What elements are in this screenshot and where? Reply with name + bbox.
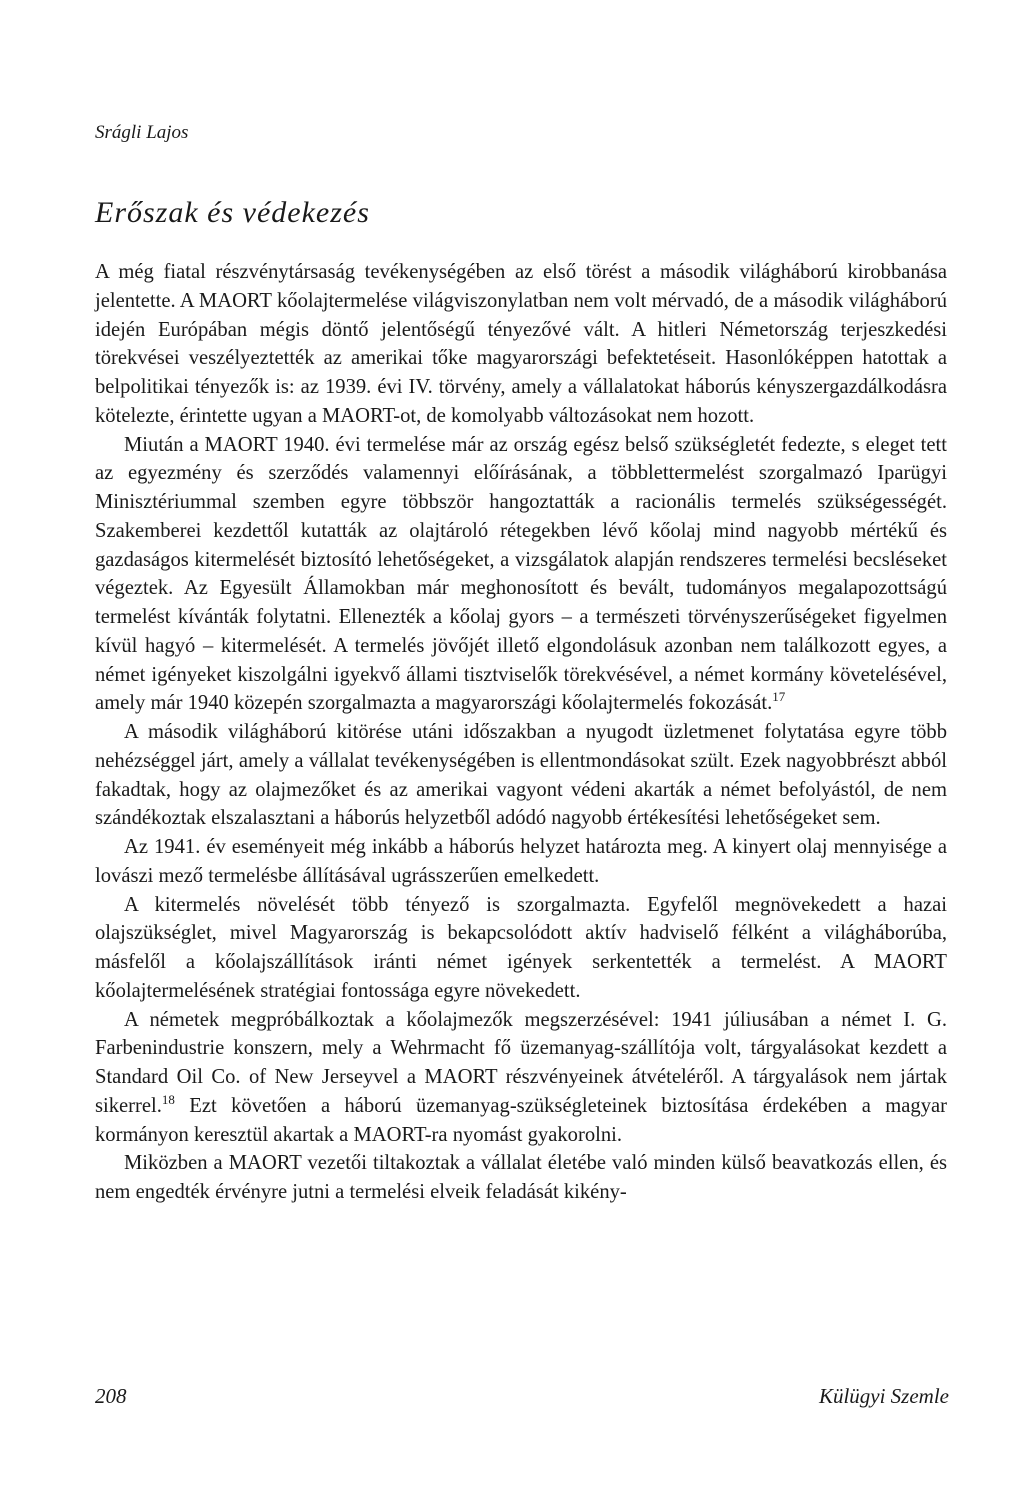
footnote-marker[interactable]: 18 — [161, 1091, 175, 1107]
paragraph — [95, 833, 947, 891]
paragraph-text: Az 1941. év eseményeit még inkább a háborús helyzet határozta meg. A kinyert olaj mennyisége a lovászi mező termelésbe állításával ugrásszerűen emelkedett. — [95, 836, 947, 887]
paragraph-text: Miközben a MAORT vezetői tiltakoztak a vállalat életébe való minden külső beavatkozás ellen, és nem engedték érvényre jutni a termelési elveik feladását kikény- — [95, 1152, 947, 1203]
paragraph-text: A németek megpróbálkoztak a kőolajmezők megszerzésével: 1941 júliusában a német I. G. Farbenindustrie konszern, mely a Wehrmacht fő üzemanyag-szállítója volt, tárgyalásokat kezdett a Standard Oil Co. of New Jerseyvel a MAORT részvényeinek átvételéről. A tárgyalások nem jártak sikerrel. — [95, 1008, 947, 1117]
paragraph-text-continued: Ezt követően a háború üzemanyag-szükségleteinek biztosítása érdekében a magyar kormányon keresztül akartak a MAORT-ra nyomást gyakorolni. — [95, 1094, 947, 1146]
journal-name: Külügyi Szemle — [818, 1384, 949, 1408]
paragraph-text: A második világháború kitörése utáni időszakban a nyugodt üzletmenet folytatása egyre több nehézséggel járt, amely a vállalat tevékenységében is ellentmondásokat szült. Ezek nagyobbrészt abból fakadtak, hogy az olajmezőket és az amerikai vagyont védeni akarták a német befolyástól, de nem szándékoztak elszalasztani a háborús helyzetből adódó nagyobb értékesítési lehetőségeket sem. — [95, 721, 947, 830]
paragraph — [95, 258, 947, 431]
paragraph — [95, 431, 947, 719]
paragraph-text: A kitermelés növelését több tényező is szorgalmazta. Egyfelől megnövekedett a hazai olajszükséglet, mivel Magyarország is bekapcsolódott aktív hadviselő félként a világháborúba, másfelől a kőolajszállítások iránti német igények serkentették a termelést. A MAORT kőolajtermelésének stratégiai fontossága egyre növekedett. — [95, 893, 947, 1002]
article-body — [95, 258, 947, 1207]
page-number: 208 — [95, 1384, 127, 1408]
paragraph — [95, 891, 947, 1006]
paragraph-text: Miután a MAORT 1940. évi termelése már az ország egész belső szükségletét fedezte, s eleget tett az egyezmény és szerződés valamennyi előírásának, a többlettermelést szorgalmazó Iparügyi Minisztériummal szemben egyre többször hangoztatták a racionális termelés szükségességét. Szakemberei kezdettől kutatták az olajtároló rétegekben lévő kőolaj mind nagyobb mértékű és gazdaságos kitermelését biztosító lehetőségeket, a vizsgálatok alapján rendszeres termelési becsléseket végeztek. Az Egyesült Államokban már meghonosított és bevált, tudományos megalapozottságú termelést kívánták folytatni. Ellenezték a kőolaj gyors – a természeti törvényszerűségeket figyelmen kívül hagyó – kitermelését. A termelés jövőjét illető elgondolásuk azonban nem találkozott egyes, a német igényeket kiszolgálni igyekvő állami tisztviselők törekvésével, a német kormány követelésével, amely már 1940 közepén szorgalmazta a magyarországi kőolajtermelés fokozását. — [95, 433, 947, 715]
paragraph-text: A még fiatal részvénytársaság tevékenységében az első törést a második világháború kirobbanása jelentette. A MAORT kőolajtermelése világviszonylatban nem volt mérvadó, de a második világháború idején Európában mégis döntő jelentőségű tényezővé vált. A hitleri Németország terjeszkedési törekvései veszélyeztették az amerikai tőke magyarországi befektetéseit. Hasonlóképpen hatottak a belpolitikai tényezők is: az 1939. évi IV. törvény, amely a vállalatokat háborús kényszergazdálkodásra kötelezte, érintette ugyan a MAORT-ot, de komolyabb változásokat nem hozott. — [95, 261, 947, 427]
paragraph — [95, 718, 947, 833]
paragraph — [95, 1006, 947, 1150]
footnote-marker[interactable]: 17 — [772, 689, 786, 705]
section-title: Erőszak és védekezés — [95, 196, 370, 229]
paragraph — [95, 1149, 947, 1207]
running-head-author: Srágli Lajos — [95, 122, 189, 143]
